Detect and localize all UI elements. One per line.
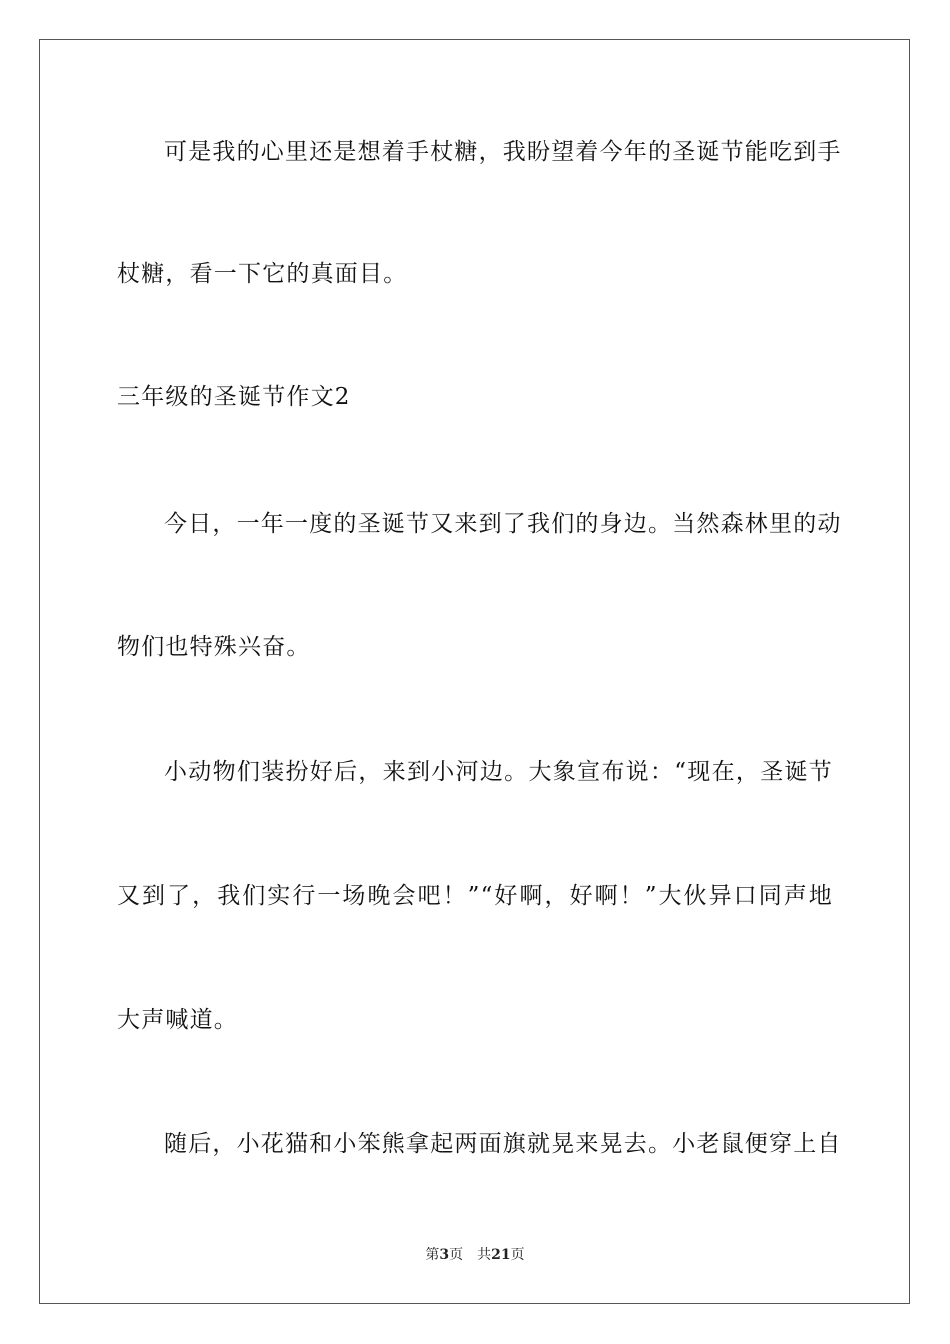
paragraph-line: 今日，一年一度的圣诞节又来到了我们的身边。当然森林里的动 bbox=[164, 511, 842, 537]
paragraph-line: 杖糖，看一下它的真面目。 bbox=[117, 261, 408, 287]
total-label-prefix: 共 bbox=[477, 1247, 492, 1263]
paragraph-line: 随后，小花猫和小笨熊拿起两面旗就晃来晃去。小老鼠便穿上自 bbox=[164, 1131, 842, 1157]
paragraph-line: 又到了，我们实行一场晚会吧！”“好啊，好啊！”大伙异口同声地 bbox=[117, 883, 833, 909]
current-page-number: 3 bbox=[439, 1247, 450, 1263]
page-label-prefix: 第 bbox=[425, 1247, 440, 1263]
total-page-count: 21 bbox=[491, 1247, 511, 1263]
total-label-suffix: 页 bbox=[510, 1247, 525, 1263]
paragraph-line: 大声喊道。 bbox=[117, 1007, 238, 1033]
paragraph-line: 小动物们装扮好后，来到小河边。大象宣布说：“现在，圣诞节 bbox=[164, 759, 833, 785]
page-frame bbox=[39, 39, 910, 1304]
section-heading: 三年级的圣诞节作文2 bbox=[117, 384, 351, 410]
page-label-suffix: 页 bbox=[449, 1247, 464, 1263]
page-footer bbox=[0, 1245, 950, 1265]
paragraph-line: 可是我的心里还是想着手杖糖，我盼望着今年的圣诞节能吃到手 bbox=[164, 139, 842, 165]
paragraph-line: 物们也特殊兴奋。 bbox=[117, 634, 311, 660]
